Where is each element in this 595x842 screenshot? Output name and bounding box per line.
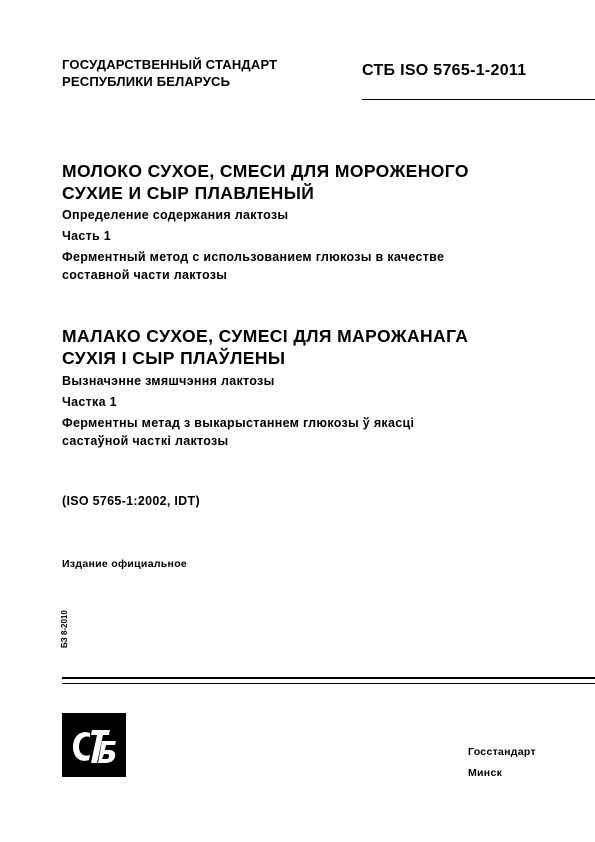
russian-method-line1: Ферментный метод с использованием глюкозы в качестве [62, 250, 445, 264]
belarusian-method-line2: састаўной часткі лактозы [62, 434, 229, 448]
belarusian-part: Частка 1 [62, 395, 117, 409]
footer-rule-thin [62, 683, 595, 684]
stb-logo-icon [62, 713, 126, 777]
russian-title-line2: СУХИЕ И СЫР ПЛАВЛЕНЫЙ [62, 183, 315, 203]
belarusian-subtitle: Вызначэнне змяшчэння лактозы [62, 374, 275, 388]
header-org-line1: ГОСУДАРСТВЕННЫЙ СТАНДАРТ [62, 57, 278, 72]
belarusian-title-line1: МАЛАКО СУХОЕ, СУМЕСІ ДЛЯ МАРОЖАНАГА [62, 326, 469, 346]
header-org-line2: РЕСПУБЛИКИ БЕЛАРУСЬ [62, 74, 231, 89]
russian-title-line1: МОЛОКО СУХОЕ, СМЕСИ ДЛЯ МОРОЖЕНОГО [62, 161, 469, 181]
publisher-city: Минск [468, 767, 503, 779]
iso-reference: (ISO 5765-1:2002, IDT) [62, 494, 200, 508]
russian-part: Часть 1 [62, 229, 112, 243]
header-divider [362, 99, 595, 100]
belarusian-method-line1: Ферментны метад з выкарыстаннем глюкозы ў якасці [62, 416, 415, 430]
russian-method-line2: составной части лактозы [62, 268, 228, 282]
publisher-name: Госстандарт [468, 746, 536, 758]
footer-rule-thick [62, 677, 595, 679]
edition-label: Издание официальное [62, 558, 188, 570]
russian-subtitle: Определение содержания лактозы [62, 208, 289, 222]
belarusian-title-line2: СУХІЯ І СЫР ПЛАЎЛЕНЫ [62, 348, 286, 368]
standard-code: СТБ ISO 5765-1-2011 [362, 62, 527, 79]
vertical-code: БЗ 8-2010 [60, 610, 69, 648]
